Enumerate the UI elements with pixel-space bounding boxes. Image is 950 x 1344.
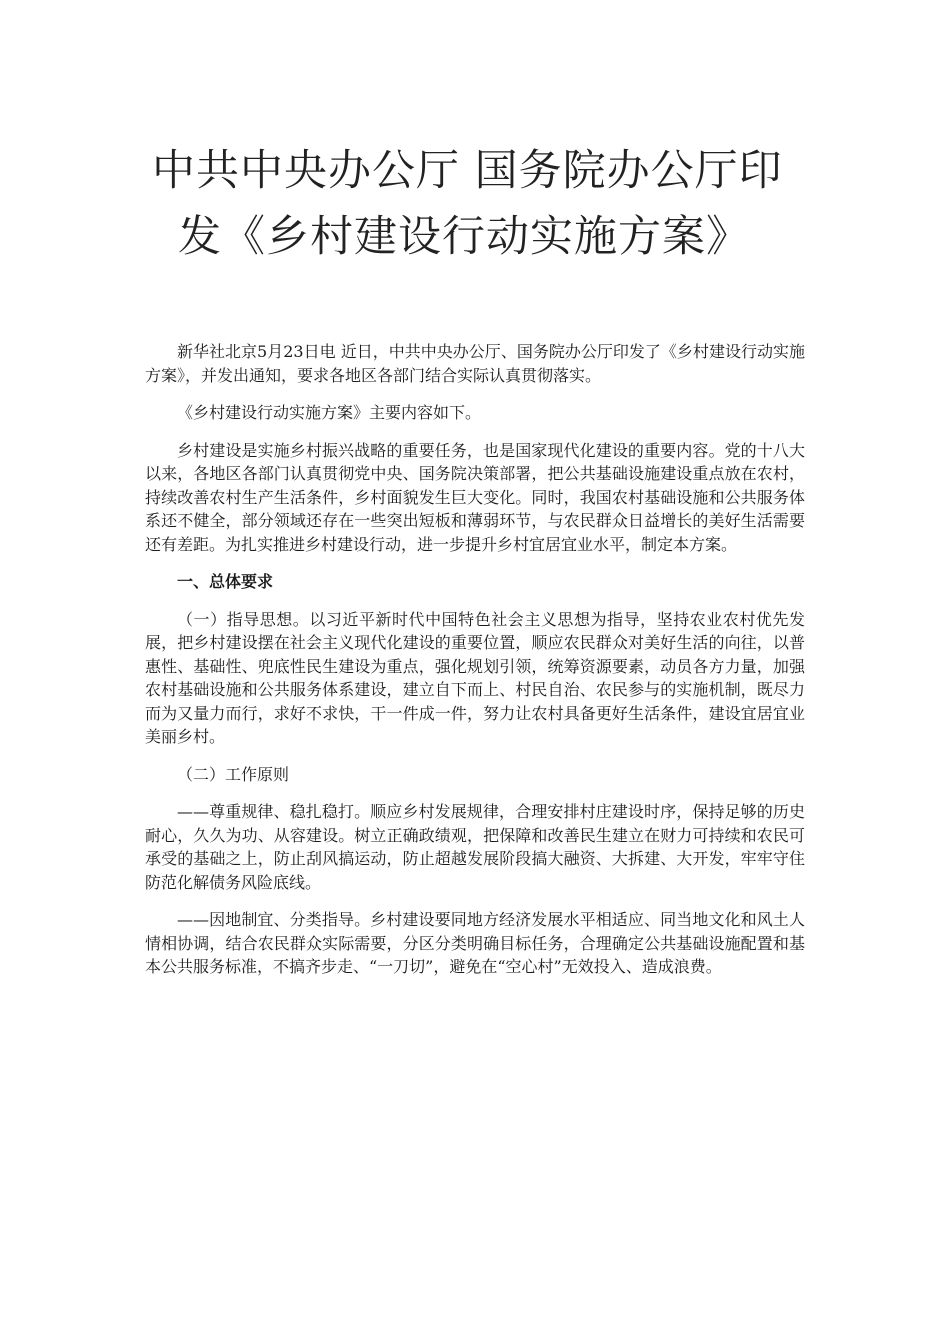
- paragraph-guiding-ideology: （一）指导思想。以习近平新时代中国特色社会主义思想为指导，坚持农业农村优先发展，把乡村建设摆在社会主义现代化建设的重要位置，顺应农民群众对美好生活的向往，以普惠性、基础性、兜底性民生建设为重点，强化规划引领，统筹资源要素，动员各方力量，加强农村基础设施和公共服务体系建设，建立自下而上、村民自治、农民参与的实施机制，既尽力而为又量力而行，求好不求快，干一件成一件，努力让农村具备更好生活条件，建设宜居宜业美丽乡村。: [145, 609, 805, 746]
- paragraph-principle-respect-laws: ——尊重规律、稳扎稳打。顺应乡村发展规律，合理安排村庄建设时序，保持足够的历史耐心，久久为功、从容建设。树立正确政绩观，把保障和改善民生建立在财力可持续和农民可承受的基础之上，防止刮风搞运动，防止超越发展阶段搞大融资、大拆建、大开发，牢牢守住防范化解债务风险底线。: [145, 802, 805, 892]
- title-line-2: 发《乡村建设行动实施方案》: [178, 212, 750, 262]
- document-title: [120, 138, 830, 270]
- title-line-1: 中共中央办公厅 国务院办公厅印: [152, 146, 783, 196]
- section-heading-general-requirements: 一、总体要求: [177, 572, 274, 591]
- paragraph-dateline: 新华社北京5月23日电 近日，中共中央办公厅、国务院办公厅印发了《乡村建设行动实施方案》，并发出通知，要求各地区各部门结合实际认真贯彻落实。: [145, 342, 805, 385]
- paragraph-principle-local-conditions: ——因地制宜、分类指导。乡村建设要同地方经济发展水平相适应、同当地文化和风土人情相协调，结合农民群众实际需要，分区分类明确目标任务，合理确定公共基础设施配置和基本公共服务标准，不搞齐步走、“一刀切”，避免在“空心村”无效投入、造成浪费。: [145, 910, 805, 976]
- paragraph-intro: 《乡村建设行动实施方案》主要内容如下。: [177, 403, 482, 422]
- document-body: [145, 340, 805, 993]
- paragraph-background: 乡村建设是实施乡村振兴战略的重要任务，也是国家现代化建设的重要内容。党的十八大以来，各地区各部门认真贯彻党中央、国务院决策部署，把公共基础设施建设重点放在农村，持续改善农村生产生活条件，乡村面貌发生巨大变化。同时，我国农村基础设施和公共服务体系还不健全，部分领域还存在一些突出短板和薄弱环节，与农民群众日益增长的美好生活需要还有差距。为扎实推进乡村建设行动，进一步提升乡村宜居宜业水平，制定本方案。: [145, 440, 805, 554]
- subheading-working-principles: （二）工作原则: [177, 764, 290, 784]
